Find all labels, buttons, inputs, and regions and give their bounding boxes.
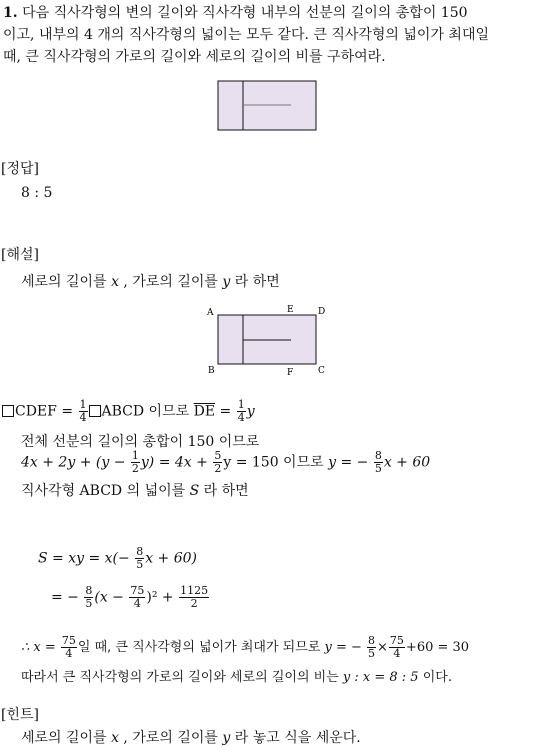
fraction-eight-fifths: $\frac{8}{5}$ xyxy=(374,449,382,475)
label-d: D xyxy=(318,307,326,317)
problem-line-2: 이고, 내부의 4 개의 직사각형의 넓이는 모두 같다. 큰 직사각형의 넓이가 최대일 xyxy=(3,27,490,43)
equation-line: 4x + 2y + (y − $\frac{1}{2}$ y) = 4x + $\frac{5}{2}$ y = 150 이므로 y = − $\frac{8}{5}$ x + 60 xyxy=(21,449,431,475)
de-segment: $\overline{DE}$ xyxy=(193,403,216,420)
total-length-line: 전체 선분의 길이의 총합이 150 이므로 xyxy=(21,434,260,450)
equals-sign: = xyxy=(219,403,232,420)
relation-line xyxy=(2,399,255,424)
solution-intro xyxy=(21,271,280,291)
conclusion-line-2: 따라서 큰 직사각형의 가로의 길이와 세로의 길이의 비는 y : x = 8 : 5 이다. xyxy=(21,670,452,685)
display-eq-2: = − $\frac{8}{5}$ (x − $\frac{75}{4}$ )² + $\frac{1125}{2}$ xyxy=(51,584,209,610)
labeled-figure xyxy=(205,303,330,375)
fraction-eight-fifths-2: $\frac{8}{5}$ xyxy=(136,545,144,571)
fraction-quarter: $\frac{1}{4}$ xyxy=(79,398,87,424)
fraction-quarter-2: $\frac{1}{4}$ xyxy=(237,398,245,424)
answer-heading: [정답] xyxy=(1,161,39,177)
fraction-75-4-2: $\frac{75}{4}$ xyxy=(61,634,76,660)
solution-heading: [해설] xyxy=(1,247,39,263)
area-line: 직사각형 ABCD 의 넓이를 S 라 하면 xyxy=(21,483,249,499)
fraction-eight-fifths-3: $\frac{8}{5}$ xyxy=(85,584,93,610)
intro-text-b: , 가로의 길이를 xyxy=(123,274,218,290)
conclusion-line-1: ∴ x = $\frac{75}{4}$ 일 때, 큰 직사각형의 넓이가 최대가 되므로 y = − $\frac{8}{5}$ × $\frac{75}{4}$ +60 = 30 xyxy=(21,634,470,660)
label-f: F xyxy=(287,368,294,375)
var-x: x xyxy=(111,274,119,290)
label-c: C xyxy=(318,366,325,375)
var-y: y xyxy=(222,274,231,290)
label-b: B xyxy=(208,366,215,375)
fraction-eight-fifths-4: $\frac{8}{5}$ xyxy=(368,634,376,660)
square-symbol xyxy=(2,405,14,417)
intro-text-a: 세로의 길이를 xyxy=(21,274,107,290)
fraction-1125-2: $\frac{1125}{2}$ xyxy=(180,584,209,610)
display-eq-1: S = xy = x(− $\frac{8}{5}$ x + 60) xyxy=(38,545,198,571)
fraction-75-4: $\frac{75}{4}$ xyxy=(130,584,145,610)
intro-text-c: 라 하면 xyxy=(234,274,280,290)
fraction-75-4-3: $\frac{75}{4}$ xyxy=(389,634,404,660)
cdef-text: CDEF = xyxy=(15,403,74,420)
var-y-2: y xyxy=(246,403,255,420)
problem-text-1: 다음 직사각형의 변의 길이와 직사각형 내부의 선분의 길이의 총합이 150 xyxy=(22,5,468,21)
hint-text: 세로의 길이를 x , 가로의 길이를 y 라 놓고 식을 세운다. xyxy=(21,730,361,746)
label-a: A xyxy=(207,308,214,318)
fraction-half: $\frac{1}{2}$ xyxy=(131,449,139,475)
problem-number: 1. xyxy=(3,5,18,21)
answer-value: 8 : 5 xyxy=(21,185,53,201)
label-e: E xyxy=(287,305,294,315)
problem-figure xyxy=(217,80,317,132)
abcd-text: ABCD 이므로 xyxy=(101,403,190,420)
square-symbol-2 xyxy=(89,405,101,417)
problem-line-3: 때, 큰 직사각형의 가로의 길이와 세로의 길이의 비를 구하여라. xyxy=(3,49,386,65)
hint-heading: [힌트] xyxy=(1,707,39,723)
problem-line-1 xyxy=(3,2,468,22)
fraction-five-halves: $\frac{5}{2}$ xyxy=(214,449,222,475)
